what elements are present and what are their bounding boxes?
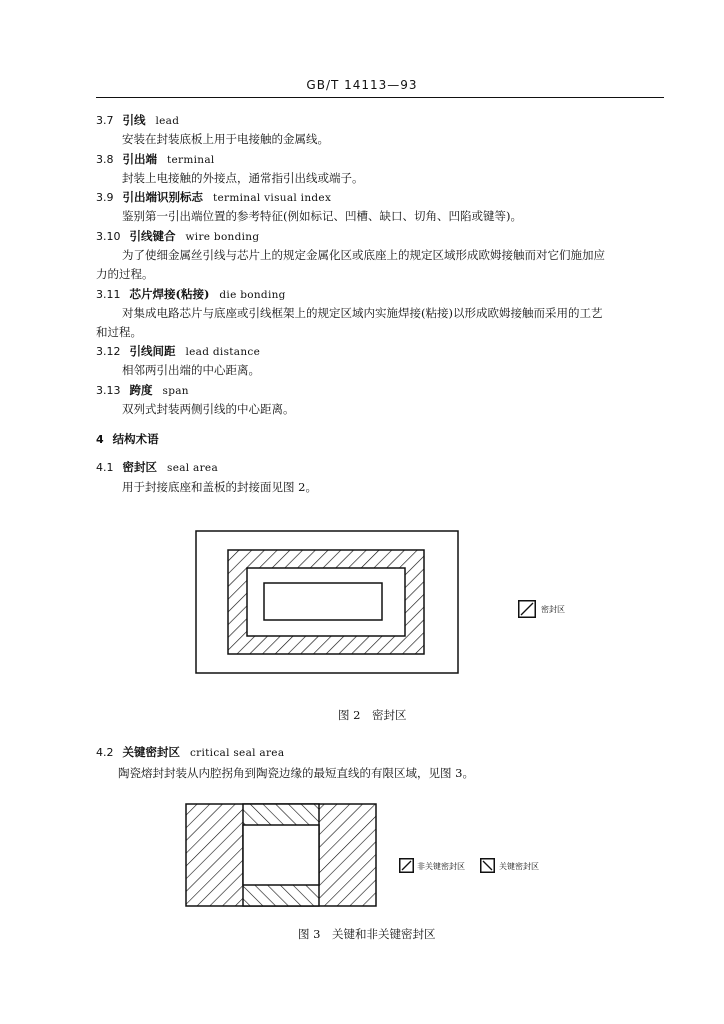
term-zh: 关键密封区 [122,745,180,759]
term-definition: 陶瓷熔封封装从内腔拐角到陶瓷边缘的最短直线的有限区域，见图 3。 [118,766,474,780]
term-en: seal area [167,462,219,474]
critical-legend-swatch [480,858,495,873]
critical-legend-label: 关键密封区 [499,862,539,871]
term-zh: 引线 [122,113,146,127]
figure-3-critical-seal-area-diagram [185,803,377,907]
term-heading [96,460,218,475]
term-definition: 双列式封装两侧引线的中心距离。 [122,402,295,416]
section-title: 结构术语 [112,432,159,446]
figure-2-seal-area-diagram [195,530,459,674]
term-definition: 安装在封装底板上用于电接触的金属线。 [122,132,329,146]
term-number: 3.10 [96,230,121,243]
term-heading [96,229,259,244]
section-heading [96,432,159,447]
term-definition: 用于封接底座和盖板的封接面见图 2。 [122,480,317,494]
noncritical-legend-swatch [399,858,414,873]
term-definition: 为了使细金属丝引线与芯片上的规定金属化区或底座上的规定区域形成欧姆接触而对它们施加应 [122,248,605,262]
term-zh: 引线间距 [129,344,176,358]
term-heading [96,383,189,398]
term-en: terminal visual index [213,192,332,204]
term-definition: 封装上电接触的外接点，通常指引出线或端子。 [122,171,364,185]
seal-area-legend-label: 密封区 [541,605,565,614]
term-number: 3.12 [96,345,121,358]
term-number: 4.2 [96,746,114,759]
term-heading [96,152,215,167]
term-number: 3.8 [96,153,114,166]
term-zh: 跨度 [129,383,153,397]
figure-3-caption: 图 3 关键和非关键密封区 [298,927,436,941]
section-number: 4 [96,433,104,446]
term-number: 4.1 [96,461,114,474]
term-definition-cont: 和过程。 [96,325,142,339]
header-rule [96,97,664,98]
term-number: 3.13 [96,384,121,397]
seal-area-legend-swatch [518,600,536,618]
term-en: lead [155,115,180,127]
term-en: terminal [167,154,215,166]
inner-cavity [243,825,319,885]
term-zh: 密封区 [122,460,157,474]
term-zh: 引出端识别标志 [122,190,203,204]
term-zh: 引出端 [122,152,157,166]
term-zh: 引线键合 [129,229,176,243]
figure-2-caption: 图 2 密封区 [338,708,407,722]
term-heading [96,745,284,760]
term-heading [96,113,179,128]
term-en: lead distance [185,346,261,358]
term-definition-cont: 力的过程。 [96,267,154,281]
term-en: critical seal area [190,747,285,759]
term-en: span [162,385,189,397]
standard-number: GB/T 14113—93 [306,78,418,92]
term-number: 3.7 [96,114,114,127]
term-heading [96,344,260,359]
noncritical-legend-label: 非关键密封区 [417,862,465,871]
term-definition: 鉴别第一引出端位置的参考特征(例如标记、凹槽、缺口、切角、凹陷或键等)。 [122,209,522,223]
term-heading [96,287,286,302]
term-zh: 芯片焊接(粘接) [129,287,210,301]
term-heading [96,190,331,205]
term-en: die bonding [219,289,286,301]
term-en: wire bonding [185,231,260,243]
term-definition: 相邻两引出端的中心距离。 [122,363,260,377]
die-outline [264,583,382,620]
term-number: 3.11 [96,288,121,301]
term-definition: 对集成电路芯片与底座或引线框架上的规定区域内实施焊接(粘接)以形成欧姆接触而采用的工艺 [122,306,603,320]
term-number: 3.9 [96,191,114,204]
